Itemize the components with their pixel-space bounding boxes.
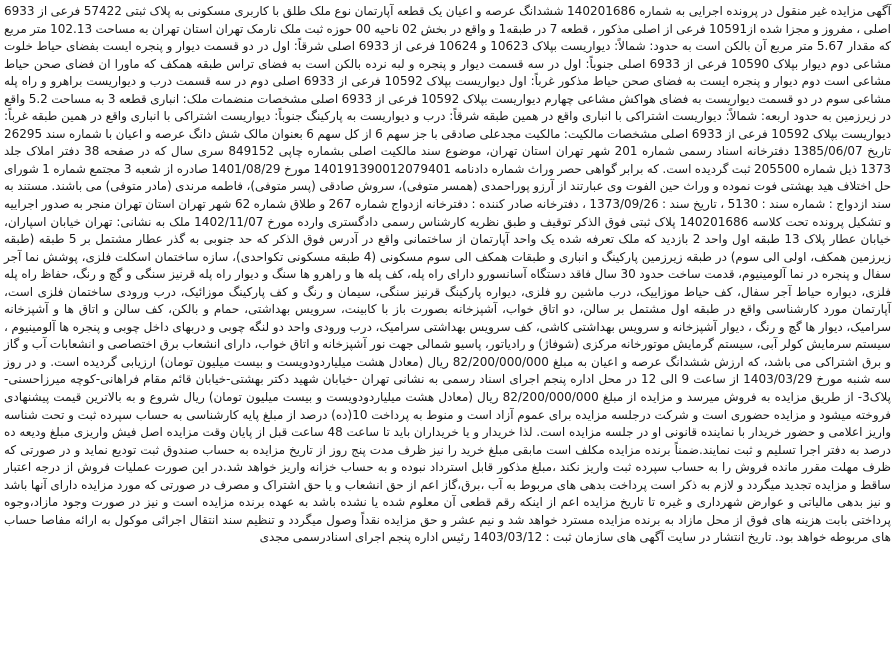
notice-body-text: آگهی مزایده غیر منقول در پرونده اجرایی به شماره 140201686 ششدانگ عرصه و اعیان یک قطعه آپارتمان نوع ملک طلق با کاربری مسکونی به پلاک ثبتی 57422 فرعی از 6933 اصلی ، مفروز و مجزا شده از10591 فرعی از اصلی مذکور ، قطعه 7 در طبقه1 و واقع در بخش 02 ناحیه 00 حوزه ثبت ملک نارمک تهران استان تهران به مساحت 102.13 متر مربع که مقدار 5.67 متر مربع آن بالکن است به حدود: شمالاً: دیواریست بپلاک 10623 و 10624 فرعی از 6933 اصلی شرقاً: اول در دو قسمت دیوار و پنجره ایست بفضای حیاط خلوت مشاعی دوم دیوار بپلاک 10590 فرعی از 6933 اصلی جنوباً: اول در سه قسمت دیوار و پنجره و لبه نرده بالکن است به فضای تراس طبقه همکف که ماورا ان فضای صحن حیاط مشاعی است دوم دیوار و پنجره ایست به فضای صحن حیاط مذکور غرباً: اول دیواریست بپلاک 10592 فرعی از 6933 اصلی دوم در سه قسمت درب و دیواریست براهرو و راه پله مشاعی سوم در دو قسمت دیواریست به فضای هواکش مشاعی چهارم دیواریست بپلاک 10592 فرعی از 6933 اصلی مشخصات منضمات ملک: انباری قطعه 3 به مساحت 5.2 واقع در زیرزمین به حدود اربعه: شمالاً: دیواریست اشتراکی با انباری واقع در همین طبقه شرقاً: درب و دیواریست به پارکینگ جنوباً: دیواریست اشتراکی با انباری واقع در همین طبقه غرباً: دیواریست بپلاک 10592 فرعی از 6933 اصلی مشخصات مالکیت: مالکیت مجدعلی صادقی با جز سهم 6 از کل سهم 6 بعنوان مالک شش دانگ عرصه و اعیان با شماره سند 26295 تاریخ 1385/06/07 دفترخانه اسناد رسمی شماره 201 شهر تهران استان تهران، موضوع سند مالکیت اصلی بشماره چاپی 849152 سری سال که در صفحه 38 دفتر املاک جلد 1373 ذیل شماره 205500 ثبت گردیده است. که برابر گواهی حصر وراث شماره دادنامه 140191390012079401 مورخ 1401/08/29 صادره از شعبه 3 مجتمع شماره 1 شورای حل اختلاف هید بهشتی فوت نموده و وراث حین الفوت وی عبارتند از آرزو پوراحمدی (همسر متوفی)، سروش صادقی (پسر متوفی)، فاطمه مرندی (مادر متوفی) می باشند. مستند به سند ازدواج : شماره سند : 5130 ، تاریخ سند : 1373/09/26 ، دفترخانه صادر کننده : دفترخانه ازدواج شماره 267 و طلاق شماره 62 شهر تهران استان تهران منجر به صدور اجراییه و تشکیل پرونده تحت کلاسه 140201686 پلاک ثبتی فوق الذکر توقیف و طبق نظریه کارشناس رسمی دادگستری وارده مورخ 1402/11/07 ملک به نشانی: تهران خیابان اسپاران، خیابان عطار پلاک 13 طبقه اول واحد 2 بازدید که ملک تعرفه شده یک واحد آپارتمان از ساختمانی واقع در آدرس فوق الذکر که حد جنوبی به گذر عطار مشتمل بر 5 طبقه (طبقه زیرزمین همکف، اولی الی سوم) در طبقه زیرزمین پارکینگ و انباری و طبقات همکف الی سوم مسکونی (4 طبقه مسکونی تکواحدی)، سازه ساختمان اسکلت فلزی، پوشش نما آجر سفال و پنجره در نما آلومینیوم، قدمت ساخت حدود 30 سال فاقد دستگاه آسانسورو دارای راه پله، کف پله ها و راهرو ها سنگ و دیوار راه پله قرنیز سنگی و گچ و رنگ، حفاظ راه پله فلزی، دیواره حیاط آجر سفال، کف حیاط موزاییک، درب ماشین رو فلزی، دیواره پارکینگ قرنیز سنگی، سیمان و رنگ و کف پارکینگ موزائیک، درب ورودی ساختمان فلزی است، آپارتمان مورد کارشناسی واقع در طبقه اول مشتمل بر سالن، دو اتاق خواب، آشپزخانه بصورت باز با کابینت، سرویس بهداشتی، حمام و بالکن، کف سالن و اتاق ها و آشپزخانه سرامیک، دیوار ها گچ و رنگ ، دیوار آشپزخانه و سرویس بهداشتی کاشی، کف سرویس بهداشتی سرامیک، درب ورودی واحد دو لنگه چوبی و دربهای داخل چوبی و پنجره ها آلومینیوم ، سیستم سرمایش کولر آبی، سیستم گرمایش موتورخانه مرکزی (شوفاژ) و رادیاتور، پاسیو شمالی جهت نور آشپزخانه و اتاق خواب، دارای انشعاب برق اختصاصی و انشعابات آب و گاز و برق اشتراکی می باشد، که ارزش ششدانگ عرصه و اعیان به مبلغ 82/200/000/000 ریال (معادل هشت میلیاردودویست و بیست میلیون تومان) ارزیابی گردیده است. و در روز سه شنبه مورخ 1403/03/29 از ساعت 9 الی 12 در محل اداره پنجم اجرای اسناد رسمی به نشانی تهران -خیابان شهید دکتر بهشتی-خیابان قائم مقام فراهانی-کوچه میرزاحسنی-پلاک3- از طریق مزایده به فروش میرسد و مزایده از مبلغ 82/200/000/000 ریال (معادل هشت میلیاردودویست و بیست میلیون تومان) ریال شروع و به بالاترین قیمت پیشنهادی فروخته میشود و مزایده حضوری است و شرکت درجلسه مزایده برای عموم آزاد است و منوط به پرداخت 10(ده) درصد از مبلغ پایه کارشناسی به حساب سپرده ثبت و تحت شناسه واریز اعلامی و حضور خریدار با نماینده قانونی او در جلسه مزایده است. لذا خریدار و یا خریداران باید تا ساعت 48 ساعت قبل از پایان وقت مزایده اصل فیش واریزی مبلغ ودیعه ده درصد به دفتر اجرا تسلیم و ثبت نمایند.ضمناً برنده مزایده مکلف است مابقی مبلغ خرید را نیز ظرف مدت پنج روز از تاریخ مزایده به حساب صندوق ثبت تودیع نماید و در صورتی که ظرف مهلت مقرر مانده فروش را به حساب سپرده ثبت واریز نکند ،مبلغ مذکور قابل استرداد نبوده و به حساب خزانه واریز خواهد شد.در این صورت عملیات فروش از درجه اعتبار ساقط و مزایده تجدید میگردد و لازم به ذکر است پرداخت بدهی های مربوط به آب ،برق،گاز اعم از حق انشعاب و یا حق اشتراک و مصرف در صورتی که مورد مزایده دارای آنها باشد و نیز بدهی مالیاتی و عوارض شهرداری و غیره تا تاریخ مزایده اعم از اینکه رقم قطعی آن معلوم شده یا نشده باشد به عهده برنده مزایده است و نیز در صورت وجود مازاد،وجوه پرداختی بابت هزینه های فوق از محل مازاد به برنده مزایده مسترد خواهد شد و نیم عشر و حق مزایده نقداً وصول میگردد و تنظیم سند انتقال اجرائی موکول به ارائه مفاصا حساب های مربوطه خواهد بود. تاریخ انتشار در سایت آگهی های سازمان ثبت : 1403/03/12 رئیس اداره پنجم اجرای اسنادرسمی مجدی: [4, 4, 892, 545]
